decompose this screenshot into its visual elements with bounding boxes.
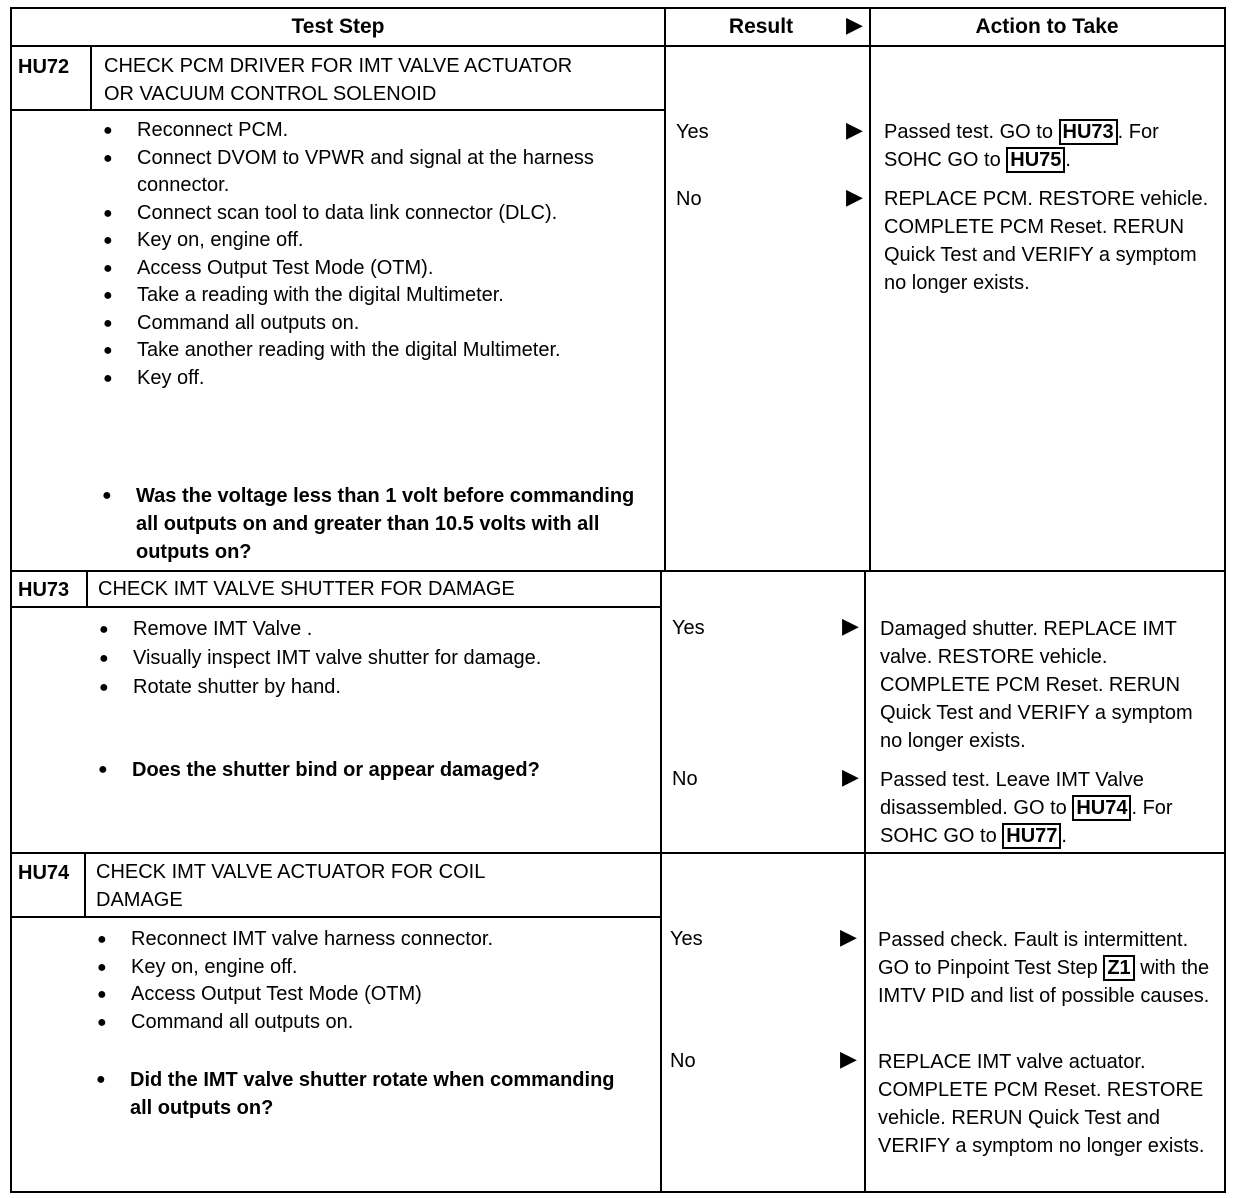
- title-divider: [10, 606, 662, 608]
- header-action: Action to Take: [975, 15, 1119, 38]
- step-id: HU73: [18, 579, 70, 601]
- no-action: REPLACE IMT valve actuator. COMPLETE PCM Reset. RESTORE vehicle. RERUN Quick Test and VERIFY a symptom no longer exists.: [878, 1051, 1205, 1157]
- step-id-divider: [90, 45, 92, 110]
- action-column-line: [864, 571, 866, 1191]
- list-item: ● Remove IMT Valve .: [99, 615, 659, 644]
- step-instructions: [99, 615, 659, 702]
- step-reference-hu73[interactable]: HU73: [1059, 119, 1118, 145]
- list-item: ● Connect scan tool to data link connector (DLC).: [103, 200, 633, 228]
- step-title: CHECK IMT VALVE SHUTTER FOR DAMAGE: [98, 578, 515, 600]
- result-no: No: [672, 768, 698, 790]
- no-action: REPLACE PCM. RESTORE vehicle. COMPLETE PCM Reset. RERUN Quick Test and VERIFY a symptom no longer exists.: [884, 188, 1209, 294]
- no-arrow-icon: ▶: [842, 764, 859, 789]
- header-result: Result: [728, 15, 794, 38]
- list-item: ● Take a reading with the digital Multimeter.: [103, 282, 633, 310]
- list-item: ● Access Output Test Mode (OTM).: [103, 255, 633, 283]
- step-id-divider: [86, 570, 88, 608]
- no-action: Passed test. Leave IMT Valve disassembled. GO to HU74 . For SOHC GO to HU77 .: [880, 769, 1173, 847]
- step-title: CHECK IMT VALVE ACTUATOR FOR COIL DAMAGE: [96, 861, 486, 911]
- result-column-line: [660, 571, 662, 1191]
- list-item: ● Key on, engine off.: [103, 227, 633, 255]
- step-title: CHECK PCM DRIVER FOR IMT VALVE ACTUATOR OR VACUUM CONTROL SOLENOID: [104, 55, 573, 105]
- step-reference-hu77[interactable]: HU77: [1002, 823, 1061, 849]
- result-no: No: [676, 188, 702, 210]
- list-item: ● Reconnect PCM.: [103, 117, 633, 145]
- step-id: HU72: [18, 56, 70, 78]
- list-item: ● Rotate shutter by hand.: [99, 673, 659, 702]
- result-no: No: [670, 1050, 696, 1072]
- step-reference-z1[interactable]: Z1: [1103, 955, 1134, 981]
- step-divider: [10, 570, 1224, 572]
- no-arrow-icon: ▶: [846, 184, 863, 209]
- list-item: ● Visually inspect IMT valve shutter for damage.: [99, 644, 659, 673]
- step-question: ● Does the shutter bind or appear damaged?: [98, 756, 672, 784]
- yes-action: Passed test. GO to HU73 . For SOHC GO to HU75 .: [884, 121, 1159, 171]
- header-divider: [10, 45, 1224, 47]
- list-item: ● Command all outputs on.: [97, 1009, 657, 1037]
- list-item: ● Key off.: [103, 365, 633, 393]
- step-id: HU74: [18, 862, 70, 884]
- list-item: ● Command all outputs on.: [103, 310, 633, 338]
- no-arrow-icon: ▶: [840, 1046, 857, 1071]
- step-reference-hu75[interactable]: HU75: [1006, 147, 1065, 173]
- title-divider: [10, 109, 664, 111]
- header-test-step: Test Step: [291, 15, 385, 38]
- result-yes: Yes: [676, 121, 709, 143]
- list-item: ● Connect DVOM to VPWR and signal at the harness connector.: [103, 145, 633, 200]
- step-id-divider: [84, 852, 86, 917]
- list-item: ● Access Output Test Mode (OTM): [97, 981, 657, 1009]
- yes-arrow-icon: ▶: [842, 613, 859, 638]
- title-divider: [10, 916, 662, 918]
- action-column-line: [869, 7, 871, 571]
- step-divider: [10, 852, 1224, 854]
- result-yes: Yes: [670, 928, 703, 950]
- step-question: ● Was the voltage less than 1 volt before commanding all outputs on and greater than 10.5 volts with all outputs on?: [102, 482, 646, 566]
- result-yes: Yes: [672, 617, 705, 639]
- step-instructions: [103, 117, 633, 392]
- yes-action: Damaged shutter. REPLACE IMT valve. RESTORE vehicle. COMPLETE PCM Reset. RERUN Quick Test and VERIFY a symptom no longer exists.: [880, 618, 1193, 752]
- result-column-line: [664, 7, 666, 571]
- list-item: ● Key on, engine off.: [97, 954, 657, 982]
- header-arrow-icon: ▶: [846, 12, 863, 37]
- yes-arrow-icon: ▶: [840, 924, 857, 949]
- step-reference-hu74[interactable]: HU74: [1072, 795, 1131, 821]
- yes-arrow-icon: ▶: [846, 117, 863, 142]
- step-question: ● Did the IMT valve shutter rotate when commanding all outputs on?: [96, 1066, 620, 1122]
- step-instructions: [97, 926, 657, 1036]
- list-item: ● Take another reading with the digital Multimeter.: [103, 337, 633, 365]
- yes-action: Passed check. Fault is intermittent. GO to Pinpoint Test Step Z1 with the IMTV PID and list of possible causes.: [878, 929, 1210, 1007]
- list-item: ● Reconnect IMT valve harness connector.: [97, 926, 657, 954]
